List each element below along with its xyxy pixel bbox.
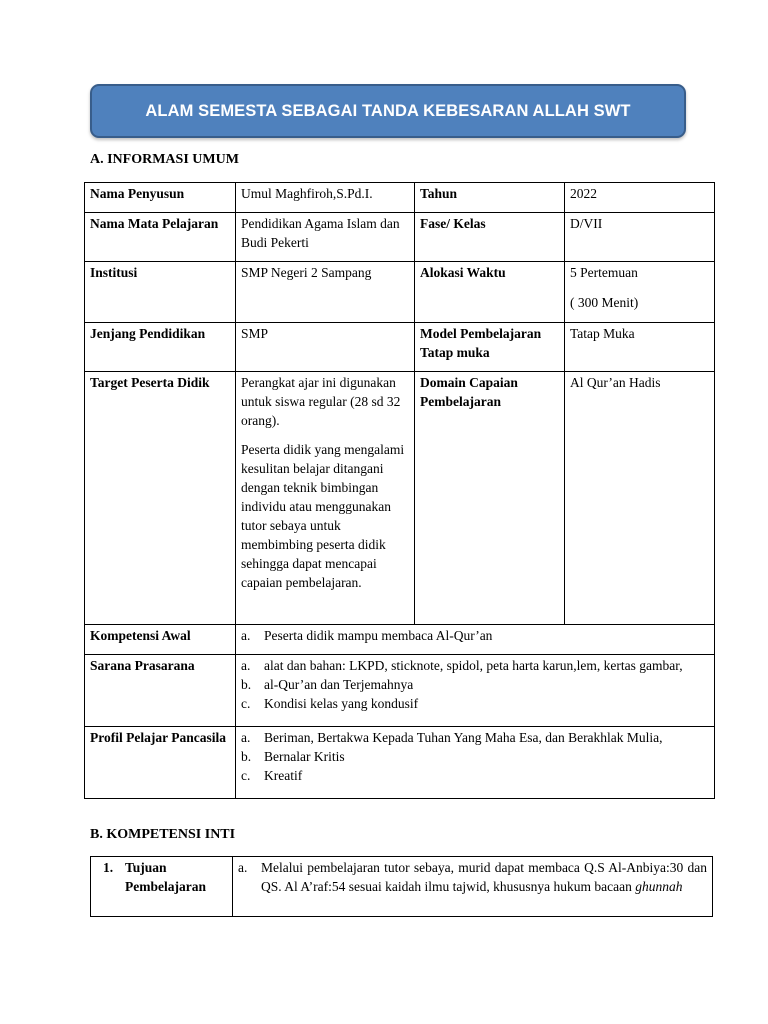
cell-label [91,857,233,917]
alokasi-pertemuan: 5 Pertemuan [570,265,638,280]
cell-label: Target Peserta Didik [85,372,236,625]
table-row [85,655,715,727]
list-text: Bernalar Kritis [264,749,345,764]
cell-value: Umul Maghfiroh,S.Pd.I. [236,183,415,213]
cell-value [565,262,715,323]
cell-label: Sarana Prasarana [85,655,236,727]
cell-label: Institusi [85,262,236,323]
list-text: Kondisi kelas yang kondusif [264,696,419,711]
list-text: al-Qur’an dan Terjemahnya [264,677,414,692]
target-paragraph-1: Perangkat ajar ini digunakan untuk siswa regular (28 sd 32 orang). [241,375,401,428]
tujuan-text-italic: ghunnah [635,879,683,894]
cell-value [236,372,415,625]
table-row [85,262,715,323]
cell-value: D/VII [565,213,715,262]
list-text: alat dan bahan: LKPD, sticknote, spidol, peta harta karun,lem, kertas gambar, [264,658,683,673]
section-b-heading: B. KOMPETENSI INTI [90,827,236,842]
cell-label: Alokasi Waktu [415,262,565,323]
target-paragraph-2: Peserta didik yang mengalami kesulitan belajar ditangani dengan teknik bimbingan individu atau menggunakan tutor sebaya untuk membimbing peserta didik sehingga dapat mencapai capaian pembelajaran. [241,442,405,590]
list-item [241,694,709,713]
section-a-heading: A. INFORMASI UMUM [90,152,239,167]
tujuan-label: Tujuan Pembelajaran [125,860,206,894]
cell-label: Nama Penyusun [85,183,236,213]
document-title: ALAM SEMESTA SEBAGAI TANDA KEBESARAN ALLAH SWT [145,101,631,120]
table-row [85,372,715,625]
cell-label: Model Pembelajaran Tatap muka [415,323,565,372]
list-item [241,728,709,747]
list-text [261,858,707,896]
list-marker: b. [241,749,252,764]
cell-value: Pendidikan Agama Islam dan Budi Pekerti [236,213,415,262]
table-row [85,727,715,799]
kompetensi-inti-table [90,856,713,917]
list-text: Peserta didik mampu membaca Al-Qur’an [264,628,493,643]
list-item [241,747,709,766]
list-item [241,675,709,694]
list-item [238,858,707,896]
list-marker: a. [241,658,251,673]
cell-value: Al Qur’an Hadis [565,372,715,625]
table-row [85,213,715,262]
list-marker: a. [238,860,248,875]
kompetensi-awal-list [241,626,709,645]
table-row [85,625,715,655]
list-marker: b. [241,677,252,692]
list-marker: a. [241,730,251,745]
table-row [85,323,715,372]
tujuan-label-wrap [103,858,227,896]
cell-value [233,857,713,917]
list-item [241,766,709,785]
list-marker: c. [241,696,251,711]
tujuan-list [238,858,707,896]
list-text: Kreatif [264,768,303,783]
list-marker: c. [241,768,251,783]
tujuan-text: Melalui pembelajaran tutor sebaya, murid dapat membaca Q.S Al-Anbiya:30 dan QS. Al A’raf:54 sesuai kaidah ilmu tajwid, khususnya hukum bacaan [261,860,707,894]
informasi-umum-table [84,182,715,799]
cell-label: Jenjang Pendidikan [85,323,236,372]
cell-value [236,727,715,799]
cell-label: Nama Mata Pelajaran [85,213,236,262]
table-row [85,183,715,213]
list-text: Beriman, Bertakwa Kepada Tuhan Yang Maha Esa, dan Berakhlak Mulia, [264,730,663,745]
cell-label: Fase/ Kelas [415,213,565,262]
cell-value: Tatap Muka [565,323,715,372]
list-item [241,656,709,675]
list-item [241,626,709,645]
cell-value [236,625,715,655]
cell-label: Profil Pelajar Pancasila [85,727,236,799]
item-number: 1. [103,860,114,875]
cell-value: 2022 [565,183,715,213]
sarana-list [241,656,709,713]
cell-label: Kompetensi Awal [85,625,236,655]
cell-value [236,655,715,727]
table-row [91,857,713,917]
list-marker: a. [241,628,251,643]
cell-value: SMP [236,323,415,372]
cell-value: SMP Negeri 2 Sampang [236,262,415,323]
profil-list [241,728,709,785]
title-banner [90,84,686,138]
cell-label: Tahun [415,183,565,213]
cell-label: Domain Capaian Pembelajaran [415,372,565,625]
alokasi-menit: ( 300 Menit) [570,295,639,310]
